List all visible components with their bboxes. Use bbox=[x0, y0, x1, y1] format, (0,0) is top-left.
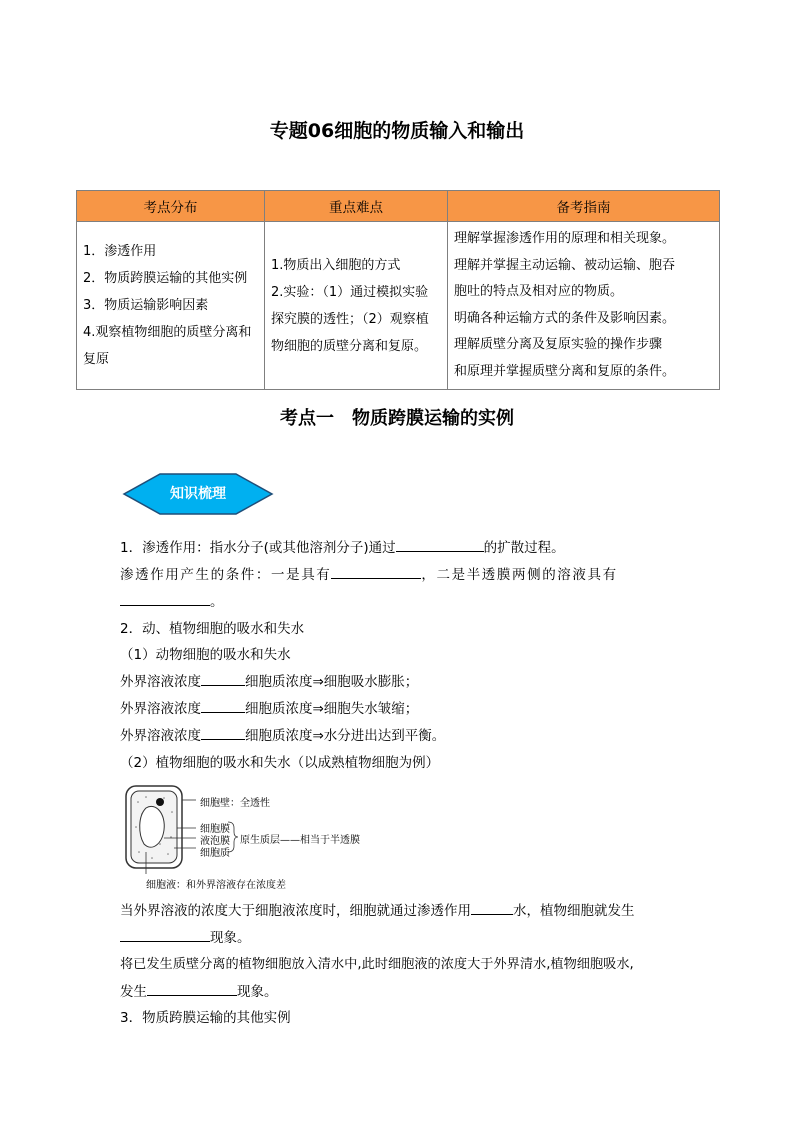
paragraph: 2．动、植物细胞的吸水和失水 bbox=[120, 621, 305, 637]
paragraph: 3．物质跨膜运输的其他实例 bbox=[120, 1010, 291, 1026]
list-item: 理解并掌握主动运输、被动运输、胞吞 bbox=[454, 257, 676, 273]
figure-label: 原生质层——相当于半透膜 bbox=[240, 835, 360, 846]
figure-label: 细胞膜 bbox=[200, 824, 230, 835]
figure-label: 液泡膜 bbox=[200, 836, 230, 847]
figure-label: 细胞质 bbox=[200, 848, 230, 859]
text: 发生 bbox=[120, 984, 147, 1000]
paragraph: （1）动物细胞的吸水和失水 bbox=[120, 647, 291, 663]
text: 1．渗透作用：指水分子(或其他溶剂分子)通过 bbox=[120, 540, 396, 556]
fill-blank[interactable] bbox=[147, 981, 237, 996]
list-item: 4.观察植物细胞的质壁分离和 bbox=[83, 325, 252, 340]
list-item: 2.实验：（1）通过模拟实验 bbox=[271, 284, 429, 300]
paragraph bbox=[120, 926, 251, 946]
table-header: 备考指南 bbox=[448, 191, 720, 222]
text: 外界溶液浓度 bbox=[120, 728, 201, 744]
paragraph: 将已发生质壁分离的植物细胞放入清水中,此时细胞液的浓度大于外界清水,植物细胞吸水, bbox=[120, 957, 634, 972]
list-item: 1．渗透作用 bbox=[83, 244, 157, 259]
text: 外界溶液浓度 bbox=[120, 701, 201, 717]
list-item: 理解掌握渗透作用的原理和相关现象。 bbox=[454, 231, 676, 246]
text: 的扩散过程。 bbox=[483, 540, 565, 556]
figure-label: 细胞壁：全透性 bbox=[200, 798, 270, 809]
list-item: 理解质壁分离及复原实验的操作步骤 bbox=[454, 337, 663, 352]
text: 现象。 bbox=[210, 930, 251, 946]
text: 细胞质浓度⇒水分进出达到平衡。 bbox=[245, 728, 446, 744]
fill-blank[interactable] bbox=[201, 698, 245, 713]
paragraph bbox=[120, 670, 418, 690]
plant-cell-figure bbox=[124, 782, 384, 892]
paragraph bbox=[120, 590, 224, 610]
text: 渗透作用产生的条件：一是具有 bbox=[120, 567, 332, 583]
list-item: 明确各种运输方式的条件及影响因素。 bbox=[454, 310, 676, 326]
section-title: 考点一 物质跨膜运输的实例 bbox=[280, 408, 514, 429]
paragraph bbox=[120, 724, 445, 744]
paragraph bbox=[120, 563, 618, 583]
page-title: 专题06细胞的物质输入和输出 bbox=[269, 120, 525, 142]
table-cell-guide bbox=[448, 222, 720, 390]
table-cell-keypoints bbox=[265, 222, 448, 390]
text: 现象。 bbox=[237, 984, 278, 1000]
knowledge-badge bbox=[122, 472, 274, 516]
fill-blank[interactable] bbox=[120, 591, 210, 606]
fill-blank[interactable] bbox=[120, 927, 210, 942]
list-item: 2．物质跨膜运输的其他实例 bbox=[83, 271, 248, 286]
paragraph bbox=[120, 536, 565, 556]
figure-label: 细胞液：和外界溶液存在浓度差 bbox=[146, 880, 286, 891]
list-item: 探究膜的透性；（2）观察植 bbox=[271, 311, 429, 327]
text: 细胞质浓度⇒细胞失水皱缩； bbox=[245, 701, 419, 717]
paragraph bbox=[120, 697, 418, 717]
fill-blank[interactable] bbox=[331, 564, 421, 579]
list-item: 胞吐的特点及相对应的物质。 bbox=[454, 284, 624, 299]
table-header: 重点难点 bbox=[265, 191, 448, 222]
badge-label: 知识梳理 bbox=[170, 486, 226, 502]
study-plan-table bbox=[76, 190, 720, 390]
text: 当外界溶液的浓度大于细胞液浓度时，细胞就通过渗透作用 bbox=[120, 903, 471, 919]
text: 。 bbox=[210, 594, 224, 610]
list-item: 复原 bbox=[83, 352, 110, 367]
fill-blank[interactable] bbox=[471, 900, 513, 915]
paragraph bbox=[120, 899, 635, 919]
text: 细胞质浓度⇒细胞吸水膨胀； bbox=[245, 674, 419, 690]
table-cell-topics bbox=[77, 222, 265, 390]
text: 外界溶液浓度 bbox=[120, 674, 201, 690]
list-item: 3．物质运输影响因素 bbox=[83, 298, 209, 313]
list-item: 1.物质出入细胞的方式 bbox=[271, 257, 401, 273]
list-item: 和原理并掌握质壁分离和复原的条件。 bbox=[454, 363, 676, 379]
fill-blank[interactable] bbox=[201, 725, 245, 740]
text: 水，植物细胞就发生 bbox=[513, 903, 635, 919]
fill-blank[interactable] bbox=[396, 537, 484, 552]
text: ，二是半透膜两侧的溶液具有 bbox=[421, 567, 618, 583]
table-header: 考点分布 bbox=[77, 191, 265, 222]
fill-blank[interactable] bbox=[201, 671, 245, 686]
list-item: 物细胞的质壁分离和复原。 bbox=[271, 338, 428, 354]
paragraph bbox=[120, 980, 278, 1000]
paragraph: （2）植物细胞的吸水和失水（以成熟植物细胞为例） bbox=[120, 755, 440, 771]
